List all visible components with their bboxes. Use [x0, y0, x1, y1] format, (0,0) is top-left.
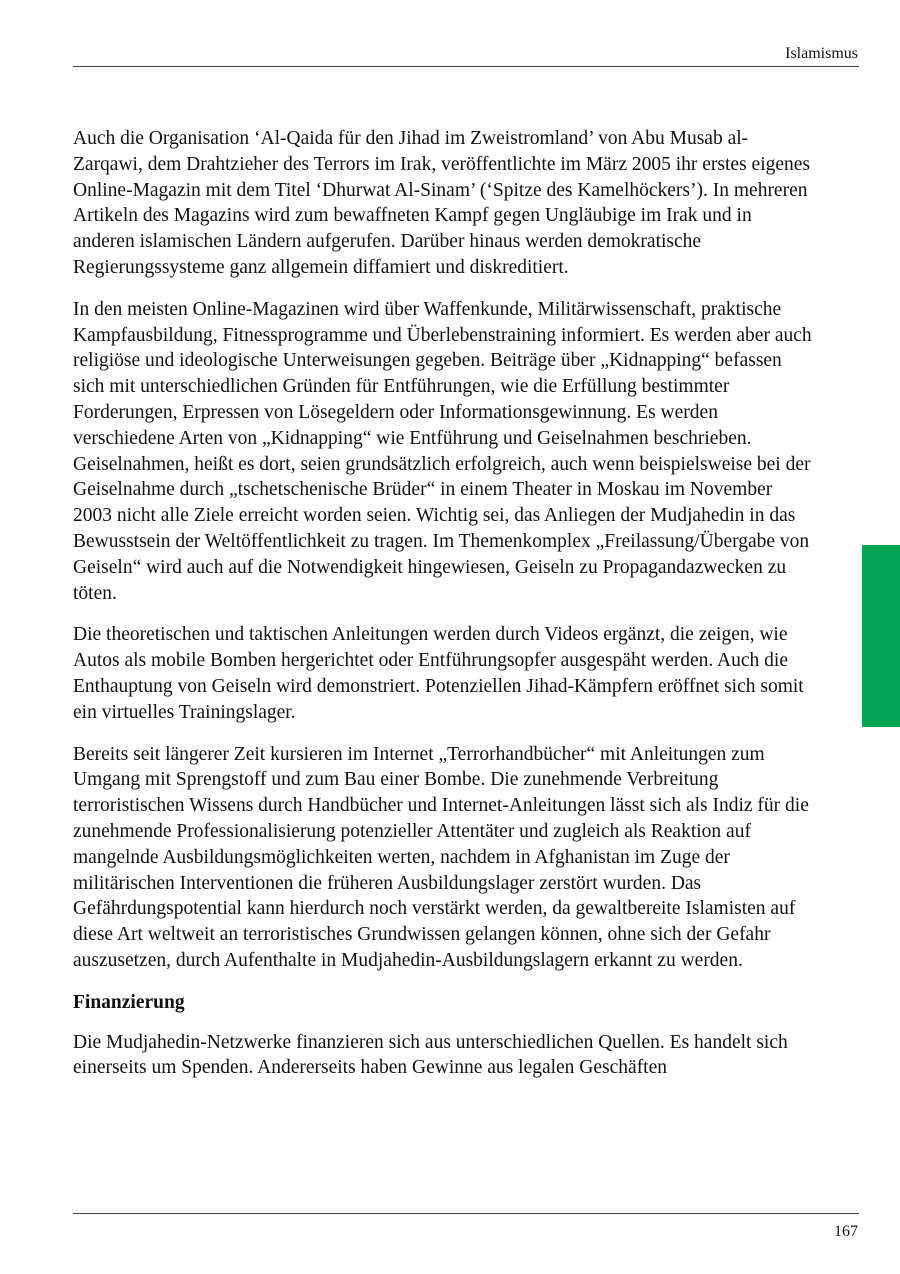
- paragraph-4: Bereits seit längerer Zeit kursieren im Internet „Terrorhandbücher“ mit Anleitungen zum Umgang mit Sprengstoff und zum Bau einer Bombe. Die zunehmende Verbreitung terroristischen Wissens durch Handbücher und Internet-Anleitungen lässt sich als Indiz für die zunehmende Professionalisierung potenzieller Attentäter und zugleich als Reaktion auf mangelnde Ausbildungsmöglichkeiten werten, nachdem in Afghanistan im Zuge der militärischen Interventionen die früheren Ausbildungslager zerstört wurden. Das Gefährdungspotential kann hierdurch noch verstärkt werden, da gewaltbereite Islamisten auf diese Art weltweit an terroristisches Grundwissen gelangen können, ohne sich der Gefahr auszusetzen, durch Aufenthalte in Mudjahedin-Ausbildungslagern erkannt zu werden.: [73, 743, 809, 971]
- paragraph-2: In den meisten Online-Magazinen wird über Waffenkunde, Militärwissenschaft, praktische Kampfausbildung, Fitnessprogramme und Überlebenstraining informiert. Es werden aber auch religiöse und ideologische Unterweisungen gegeben. Beiträge über „Kidnapping“ befassen sich mit unterschiedlichen Gründen für Entführungen, wie die Erfüllung bestimmter Forderungen, Erpressen von Lösegeldern oder Informationsgewinnung. Es werden verschiedene Arten von „Kidnapping“ wie Entführung und Geiselnahmen beschrieben. Geiselnahmen, heißt es dort, seien grundsätzlich erfolgreich, auch wenn beispielsweise bei der Geiselnahme durch „tschetschenische Brüder“ in einem Theater in Moskau im November 2003 nicht alle Ziele erreicht worden seien. Wichtig sei, das Anliegen der Mudjahedin in das Bewusstsein der Weltöffentlichkeit zu tragen. Im Themenkomplex „Freilassung/Übergabe von Geiseln“ wird auch auf die Notwendigkeit hingewiesen, Geiseln zu Propagandazwecken zu töten.: [73, 298, 812, 604]
- page-content: [73, 126, 813, 1097]
- section-heading: Finanzierung: [73, 991, 185, 1013]
- header-rule: [73, 66, 859, 67]
- paragraph-5: Die Mudjahedin-Netzwerke finanzieren sich aus unterschiedlichen Quellen. Es handelt sich einerseits um Spenden. Andererseits haben Gewinne aus legalen Geschäften: [73, 1031, 788, 1079]
- chapter-side-tab: [862, 545, 900, 727]
- paragraph-1: Auch die Organisation ‘Al-Qaida für den Jihad im Zweistromland’ von Abu Musab al-Zarqawi, dem Drahtzieher des Terrors im Irak, veröffentlichte im März 2005 ihr erstes eigenes Online-Magazin mit dem Titel ‘Dhurwat Al-Sinam’ (‘Spitze des Kamelhöckers’). In mehreren Artikeln des Magazins wird zum bewaffneten Kampf gegen Ungläubige im Irak und in anderen islamischen Ländern aufgerufen. Darüber hinaus werden demokratische Regierungssysteme ganz allgemein diffamiert und diskreditiert.: [73, 128, 811, 278]
- page-number: 167: [834, 1223, 858, 1240]
- paragraph-3: Die theoretischen und taktischen Anleitungen werden durch Videos ergänzt, die zeigen, wie Autos als mobile Bomben hergerichtet oder Entführungsopfer ausgespäht werden. Auch die Enthauptung von Geiseln wird demonstriert. Potenziellen Jihad-Kämpfern eröffnet sich somit ein virtuelles Trainingslager.: [73, 624, 804, 723]
- footer-rule: [73, 1213, 859, 1214]
- running-header: Islamismus: [785, 45, 858, 62]
